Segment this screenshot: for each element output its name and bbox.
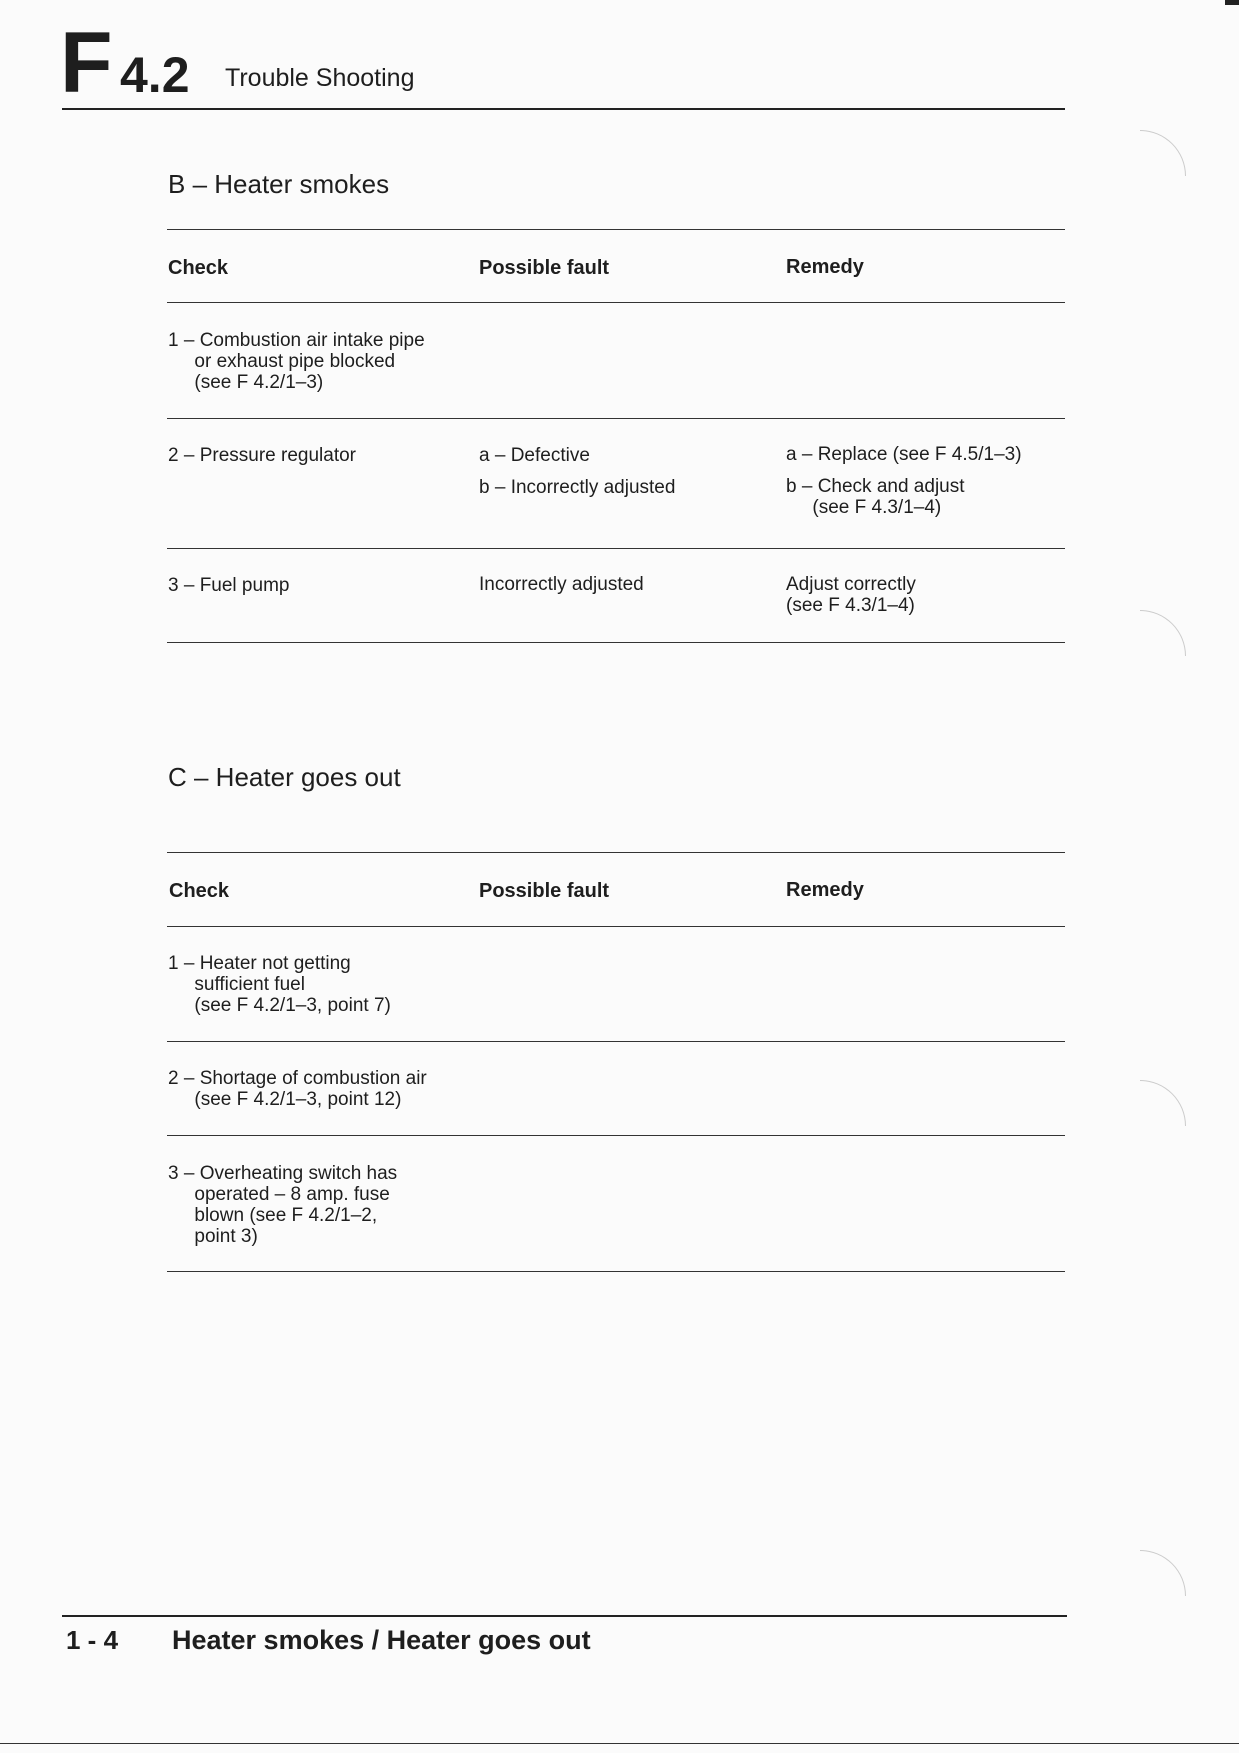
section-c-header-rule (167, 926, 1065, 927)
scan-edge-mark (1225, 0, 1239, 5)
footer-rule (62, 1615, 1067, 1617)
scan-bottom-edge (0, 1743, 1239, 1744)
section-b-row-rule (167, 548, 1065, 549)
section-b-top-rule (167, 229, 1065, 230)
section-b-header-rule (167, 302, 1065, 303)
section-b-row2-fault-a: a – Defective (479, 445, 590, 466)
section-b-row3-check: 3 – Fuel pump (168, 575, 290, 596)
section-b-row2-remedy-b: b – Check and adjust (see F 4.3/1–4) (786, 476, 965, 518)
section-c-bottom-rule (167, 1271, 1065, 1272)
section-b-check-header: Check (168, 257, 229, 279)
section-c-fault-header: Possible fault (479, 880, 610, 902)
section-c-row1-check: 1 – Heater not getting sufficient fuel (see F 4.2/1–3, point 7) (168, 953, 391, 1016)
section-b-row3-remedy: Adjust correctly (see F 4.3/1–4) (786, 574, 916, 616)
section-b-fault-header: Possible fault (479, 257, 610, 279)
section-b-bottom-rule (167, 642, 1065, 643)
punch-hole-mark (1140, 1550, 1186, 1596)
section-b-row2-fault-b: b – Incorrectly adjusted (479, 477, 676, 498)
section-b-row2-check: 2 – Pressure regulator (168, 445, 356, 466)
chapter-number: 4.2 (120, 47, 190, 103)
section-c-row-rule (167, 1135, 1065, 1136)
section-c-row2-check: 2 – Shortage of combustion air (see F 4.2/1–3, point 12) (168, 1068, 427, 1110)
punch-hole-mark (1140, 610, 1186, 656)
section-b-row2-remedy-a: a – Replace (see F 4.5/1–3) (786, 444, 1022, 465)
section-b-row-rule (167, 418, 1065, 419)
section-c-title: C – Heater goes out (168, 762, 401, 792)
punch-hole-mark (1140, 130, 1186, 176)
chapter-title: Trouble Shooting (225, 64, 415, 92)
punch-hole-mark (1140, 1080, 1186, 1126)
section-b-row3-fault: Incorrectly adjusted (479, 574, 644, 595)
header-rule (62, 108, 1065, 110)
section-c-check-header: Check (169, 880, 230, 902)
page-number: 1 - 4 (66, 1625, 119, 1655)
section-c-row3-check: 3 – Overheating switch has operated – 8 amp. fuse blown (see F 4.2/1–2, point 3) (168, 1163, 398, 1247)
footer-title: Heater smokes / Heater goes out (172, 1625, 591, 1655)
section-b-title: B – Heater smokes (168, 169, 390, 199)
section-c-row-rule (167, 1041, 1065, 1042)
chapter-letter: F (60, 15, 111, 111)
section-c-remedy-header: Remedy (786, 879, 864, 901)
section-c-top-rule (167, 852, 1065, 853)
section-b-remedy-header: Remedy (786, 256, 864, 278)
section-b-row1-check: 1 – Combustion air intake pipe or exhaust pipe blocked (see F 4.2/1–3) (168, 330, 425, 393)
